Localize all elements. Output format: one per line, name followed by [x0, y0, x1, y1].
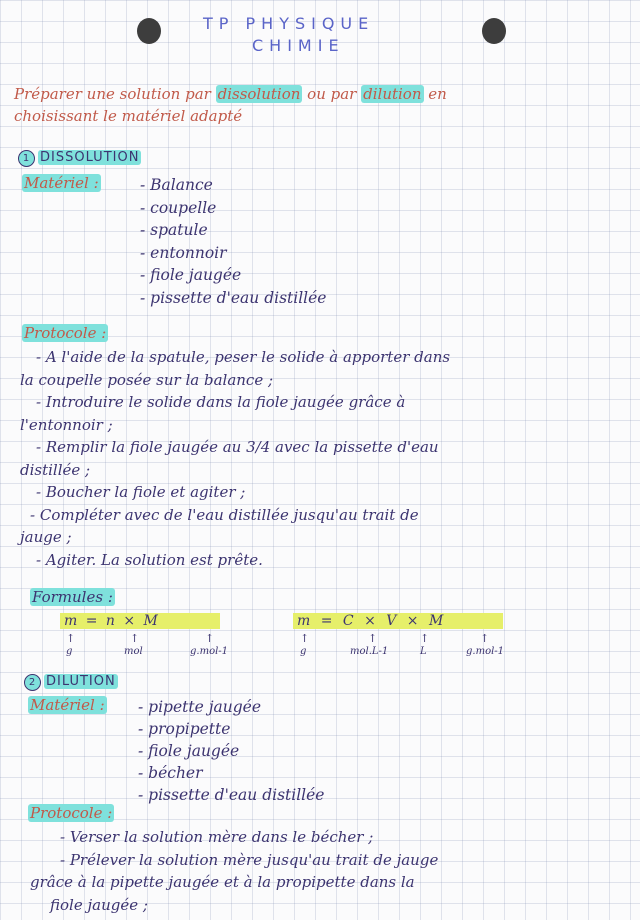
formula-1-arrows: ↑: [130, 632, 140, 645]
materiel-label-1: Matériel :: [24, 174, 99, 192]
protocole-line: - Verser la solution mère dans le bécher ;: [60, 828, 374, 846]
formula-1-arrows: ↑: [205, 632, 215, 645]
intro-line2: choisissant le matériel adapté: [14, 107, 243, 125]
formula-1-unit: g.mol-1: [190, 646, 229, 657]
intro-highlight-dissolution: dissolution: [217, 85, 301, 103]
protocole-label-2: Protocole :: [30, 804, 113, 822]
protocole-line: grâce à la pipette jaugée et à la propipette dans la: [30, 873, 415, 891]
formula-2: [293, 613, 503, 629]
protocole-text-2: [30, 826, 439, 916]
formula-2-expression: m = C × V × M: [293, 613, 503, 629]
list-item: - entonnoir: [140, 243, 227, 262]
formules-label: Formules :: [32, 588, 113, 606]
formula-2-unit: g: [300, 646, 307, 657]
protocole-text-1: [20, 346, 450, 571]
list-item: - pissette d'eau distillée: [140, 288, 327, 307]
section-heading-dilution: [24, 674, 118, 691]
binder-hole-right: [482, 18, 506, 44]
formula-2-arrows: ↑: [420, 632, 430, 645]
protocole-line: - A l'aide de la spatule, peser le solide à apporter dans: [36, 348, 451, 366]
materiel-list-2: [138, 696, 324, 806]
intro-part3: en: [423, 85, 447, 103]
page-title-line2: CHIMIE: [252, 36, 345, 55]
protocole-line: - Prélever la solution mère jusqu'au trait de jauge: [60, 850, 439, 869]
formula-1-unit: mol: [124, 646, 143, 657]
list-item: - Balance: [140, 176, 213, 194]
section-number-1: 1: [18, 150, 35, 167]
formula-2-arrows: ↑: [300, 632, 310, 645]
list-item: - propipette: [138, 720, 231, 738]
protocole-line: - Boucher la fiole et agiter ;: [36, 483, 246, 501]
formula-2-arrows: ↑: [480, 632, 490, 645]
formula-2-unit: L: [420, 646, 427, 657]
protocole-label-1: Protocole :: [24, 324, 107, 342]
list-item: - fiole jaugée: [138, 742, 240, 760]
intro-part1: Préparer une solution par: [14, 85, 216, 103]
protocole-line: distillée ;: [20, 460, 91, 479]
intro-line1: [14, 85, 447, 103]
page-title-line1: TP PHYSIQUE: [203, 14, 375, 33]
materiel-label-2: Matériel :: [30, 696, 105, 714]
protocole-line: jauge ;: [20, 528, 72, 546]
section-heading-dissolution: [18, 150, 141, 167]
intro-part2: ou par: [302, 85, 362, 103]
intro-highlight-dilution: dilution: [363, 85, 422, 103]
formula-2-arrows: ↑: [368, 632, 378, 645]
list-item: - bécher: [138, 764, 203, 782]
list-item: - coupelle: [140, 198, 217, 217]
formula-1-expression: m = n × M: [60, 613, 220, 629]
section-number-2: 2: [24, 674, 41, 691]
formula-2-unit: g.mol-1: [466, 646, 505, 657]
protocole-line: - Introduire le solide dans la fiole jaugée grâce à: [36, 393, 406, 411]
materiel-list-1: [140, 174, 326, 309]
protocole-line: - Agiter. La solution est prête.: [36, 550, 263, 569]
list-item: - pissette d'eau distillée: [138, 786, 325, 804]
section-title-dilution: DILUTION: [46, 674, 116, 689]
list-item: - spatule: [140, 221, 208, 239]
protocole-line: la coupelle posée sur la balance ;: [20, 370, 274, 389]
formula-1-unit: g: [66, 646, 73, 657]
protocole-line: - Remplir la fiole jaugée au 3/4 avec la pissette d'eau: [36, 438, 439, 456]
protocole-line: l'entonnoir ;: [20, 415, 113, 434]
binder-hole-left: [137, 18, 161, 44]
formula-2-unit: mol.L-1: [350, 646, 389, 657]
formula-1: [60, 613, 220, 629]
list-item: - pipette jaugée: [138, 698, 261, 716]
formula-1-arrows: ↑: [66, 632, 76, 645]
protocole-line: - Compléter avec de l'eau distillée jusqu'au trait de: [30, 505, 419, 524]
protocole-line: fiole jaugée ;: [50, 895, 148, 914]
section-title-dissolution: DISSOLUTION: [40, 150, 140, 165]
list-item: - fiole jaugée: [140, 266, 242, 284]
